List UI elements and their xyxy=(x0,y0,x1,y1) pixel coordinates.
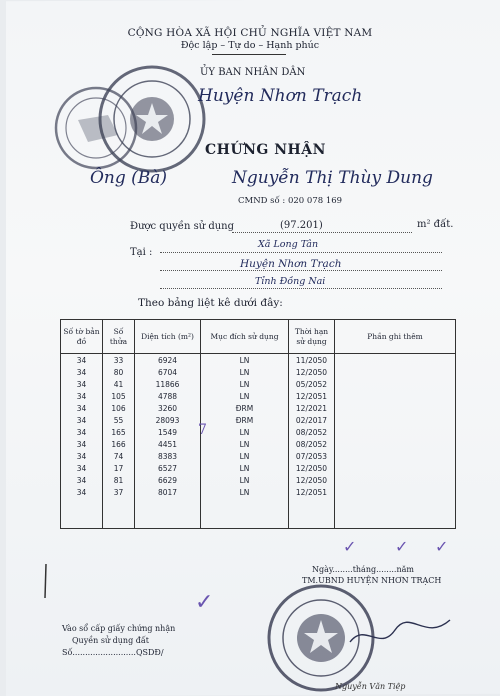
address-label: Tại : xyxy=(130,247,153,258)
national-motto: Độc lập – Tự do – Hạnh phúc xyxy=(180,40,320,51)
pen-mark-icon: 7 xyxy=(198,422,207,438)
blank-cell xyxy=(201,498,289,529)
cell-purpose: LN xyxy=(201,486,289,498)
cell-parcel: 74 xyxy=(103,450,135,462)
cell-area: 6629 xyxy=(135,474,201,486)
table-blank-row xyxy=(61,498,456,529)
cell-area: 3260 xyxy=(135,402,201,414)
cell-area: 4451 xyxy=(135,438,201,450)
address-dotted-line-3 xyxy=(160,288,442,289)
cell-term: 07/2053 xyxy=(289,450,335,462)
cell-parcel: 37 xyxy=(103,486,135,498)
cell-purpose: LN xyxy=(201,426,289,438)
registry-number-line: Số.........................QSDĐ/ xyxy=(62,648,164,657)
cell-area: 6704 xyxy=(135,366,201,378)
right-of-use-label: Được quyền sử dụng xyxy=(130,221,235,232)
cell-notes xyxy=(335,474,456,486)
owner-name: Nguyễn Thị Thùy Dung xyxy=(232,168,433,188)
table-row xyxy=(61,486,456,498)
area-unit: m² đất. xyxy=(417,219,454,230)
col-header-notes: Phần ghi thêm xyxy=(335,320,456,354)
motto-underline xyxy=(212,54,286,55)
cell-term: 08/2052 xyxy=(289,426,335,438)
cell-purpose: LN xyxy=(201,474,289,486)
cell-map-sheet: 34 xyxy=(61,486,103,498)
blank-cell xyxy=(61,498,103,529)
cell-parcel: 55 xyxy=(103,414,135,426)
cell-parcel: 17 xyxy=(103,462,135,474)
cell-parcel: 106 xyxy=(103,402,135,414)
col-header-purpose: Mục đích sử dụng xyxy=(201,320,289,354)
cell-purpose: ĐRM xyxy=(201,402,289,414)
cell-map-sheet: 34 xyxy=(61,390,103,402)
cell-purpose: ĐRM xyxy=(201,414,289,426)
signer-name: Nguyễn Văn Tiệp xyxy=(335,682,406,691)
check-mark-icon: ✓ xyxy=(343,537,357,556)
registry-label-sub: Quyền sử dụng đất xyxy=(72,636,149,645)
cell-term: 12/2051 xyxy=(289,390,335,402)
signing-date-line: Ngày........tháng........năm xyxy=(312,565,414,574)
cell-map-sheet: 34 xyxy=(61,414,103,426)
cell-map-sheet: 34 xyxy=(61,462,103,474)
margin-pen-stroke xyxy=(40,562,52,602)
issuer-district: Huyện Nhơn Trạch xyxy=(198,86,363,106)
cell-notes xyxy=(335,366,456,378)
blank-cell xyxy=(103,498,135,529)
blank-cell xyxy=(135,498,201,529)
table-row xyxy=(61,390,456,402)
owner-honorific: Ông (Bà) xyxy=(90,168,168,188)
cell-map-sheet: 34 xyxy=(61,426,103,438)
check-mark-icon: ✓ xyxy=(435,537,449,556)
cell-area: 8383 xyxy=(135,450,201,462)
cell-purpose: LN xyxy=(201,438,289,450)
cell-parcel: 80 xyxy=(103,366,135,378)
cell-notes xyxy=(335,414,456,426)
check-mark-icon: ✓ xyxy=(395,537,409,556)
cell-term: 11/2050 xyxy=(289,354,335,367)
address-dotted-line-2 xyxy=(160,270,442,271)
cell-area: 28093 xyxy=(135,414,201,426)
area-value: (97.201) xyxy=(280,220,323,231)
cell-notes xyxy=(335,462,456,474)
table-row xyxy=(61,438,456,450)
cell-map-sheet: 34 xyxy=(61,402,103,414)
cell-parcel: 81 xyxy=(103,474,135,486)
address-district: Huyện Nhơn Trạch xyxy=(240,258,342,270)
cell-term: 05/2052 xyxy=(289,378,335,390)
cell-area: 6527 xyxy=(135,462,201,474)
cell-notes xyxy=(335,450,456,462)
col-header-map-sheet: Số tờ bản đồ xyxy=(61,320,103,354)
cell-map-sheet: 34 xyxy=(61,450,103,462)
cell-purpose: LN xyxy=(201,450,289,462)
cell-area: 8017 xyxy=(135,486,201,498)
cell-term: 02/2017 xyxy=(289,414,335,426)
table-header-row xyxy=(61,320,456,354)
nation-title: CỘNG HÒA XÃ HỘI CHỦ NGHĨA VIỆT NAM xyxy=(127,27,373,39)
check-mark-icon: ✓ xyxy=(195,590,214,615)
land-parcel-table xyxy=(60,319,456,529)
col-header-area: Diện tích (m²) xyxy=(135,320,201,354)
address-province: Tỉnh Đồng Nai xyxy=(255,276,326,287)
signing-office: TM.UBND HUYỆN NHƠN TRẠCH xyxy=(302,576,442,585)
address-dotted-line-1 xyxy=(160,252,442,253)
table-row xyxy=(61,462,456,474)
cell-map-sheet: 34 xyxy=(61,438,103,450)
cell-purpose: LN xyxy=(201,378,289,390)
blank-cell xyxy=(335,498,456,529)
cell-term: 12/2050 xyxy=(289,462,335,474)
table-row xyxy=(61,366,456,378)
cell-notes xyxy=(335,426,456,438)
cell-notes xyxy=(335,402,456,414)
cell-parcel: 33 xyxy=(103,354,135,367)
cell-purpose: LN xyxy=(201,366,289,378)
blank-cell xyxy=(289,498,335,529)
cell-notes xyxy=(335,438,456,450)
cell-purpose: LN xyxy=(201,462,289,474)
issuer-label: ỦY BAN NHÂN DÂN xyxy=(200,67,306,78)
cell-notes xyxy=(335,486,456,498)
cell-term: 12/2021 xyxy=(289,402,335,414)
cell-notes xyxy=(335,354,456,367)
cell-map-sheet: 34 xyxy=(61,378,103,390)
cell-parcel: 105 xyxy=(103,390,135,402)
cell-notes xyxy=(335,378,456,390)
id-number: CMND số : 020 078 169 xyxy=(238,196,343,206)
cell-area: 6924 xyxy=(135,354,201,367)
signature-scribble xyxy=(345,612,455,657)
table-row xyxy=(61,402,456,414)
cell-parcel: 166 xyxy=(103,438,135,450)
table-row xyxy=(61,474,456,486)
cell-notes xyxy=(335,390,456,402)
list-intro: Theo bảng liệt kê dưới đây: xyxy=(138,297,283,309)
table-row xyxy=(61,450,456,462)
official-seal-top xyxy=(95,62,210,177)
table-row xyxy=(61,426,456,438)
col-header-parcel: Số thửa xyxy=(103,320,135,354)
table-row xyxy=(61,354,456,367)
cell-area: 1549 xyxy=(135,426,201,438)
certificate-title: CHỨNG NHẬN xyxy=(205,142,326,158)
address-commune: Xã Long Tân xyxy=(258,239,319,250)
cell-parcel: 41 xyxy=(103,378,135,390)
cell-term: 08/2052 xyxy=(289,438,335,450)
cell-map-sheet: 34 xyxy=(61,354,103,367)
cell-purpose: LN xyxy=(201,354,289,367)
table-row xyxy=(61,378,456,390)
cell-area: 4788 xyxy=(135,390,201,402)
cell-purpose: LN xyxy=(201,390,289,402)
cell-map-sheet: 34 xyxy=(61,366,103,378)
cell-term: 12/2050 xyxy=(289,366,335,378)
cell-term: 12/2050 xyxy=(289,474,335,486)
area-dotted-line xyxy=(232,232,412,233)
table-row xyxy=(61,414,456,426)
cell-area: 11866 xyxy=(135,378,201,390)
registry-label: Vào sổ cấp giấy chứng nhận xyxy=(62,624,176,633)
cell-parcel: 165 xyxy=(103,426,135,438)
col-header-term: Thời hạn sử dụng xyxy=(289,320,335,354)
cell-map-sheet: 34 xyxy=(61,474,103,486)
cell-term: 12/2051 xyxy=(289,486,335,498)
